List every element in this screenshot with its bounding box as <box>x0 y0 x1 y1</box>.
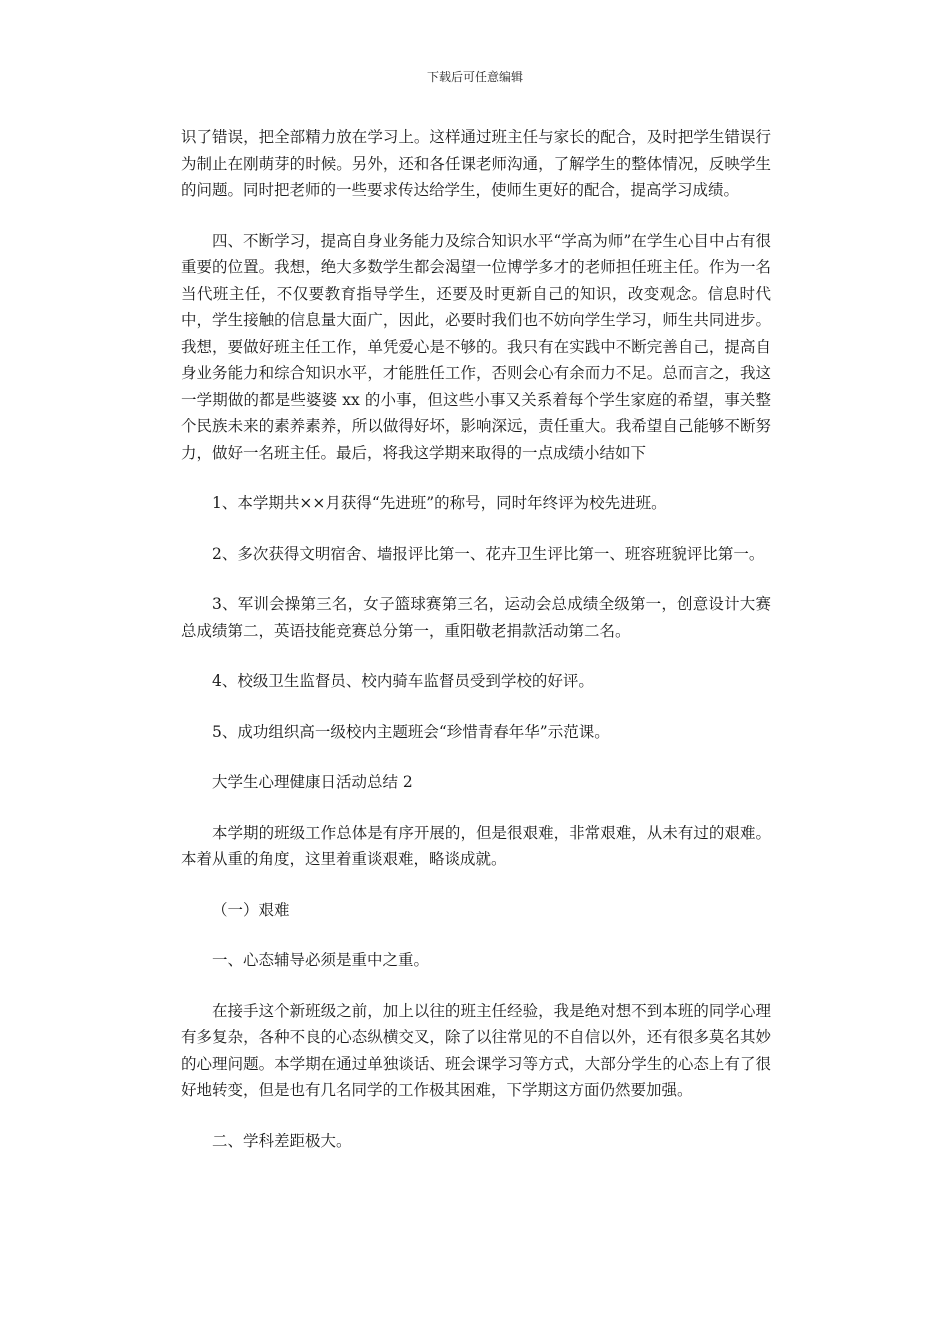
point-heading-2: 二、学科差距极大。 <box>212 1131 352 1150</box>
document-body <box>181 124 771 1154</box>
download-watermark: 下载后可任意编辑 <box>426 70 523 84</box>
list-item-achievement-2: 2、多次获得文明宿舍、墙报评比第一、花卉卫生评比第一、班容班貌评比第一。 <box>212 544 765 563</box>
paragraph-continued: 识了错误，把全部精力放在学习上。这样通过班主任与家长的配合，及时把学生错误行为制止在刚萌芽的时候。另外，还和各任课老师沟通，了解学生的整体情况，反映学生的问题。同时把老师的一些要求传达给学生，使师生更好的配合，提高学习成绩。 <box>181 128 771 199</box>
list-item-achievement-5: 5、成功组织高一级校内主题班会“珍惜青春年华”示范课。 <box>212 722 610 741</box>
section-title: 大学生心理健康日活动总结 2 <box>212 773 413 791</box>
point-heading-1: 一、心态辅导必须是重中之重。 <box>212 951 430 969</box>
paragraph-section-four: 四、不断学习，提高自身业务能力及综合知识水平“学高为师”在学生心目中占有很重要的位置。我想，绝大多数学生都会渴望一位博学多才的老师担任班主任。作为一名当代班主任，不仅要教育指导学生，还要及时更新自己的知识，改变观念。信息时代中，学生接触的信息量大面广，因此，必要时我们也不妨向学生学习，师生共同进步。我想，要做好班主任工作，单凭爱心是不够的。我只有在实践中不断完善自己，提高自身业务能力和综合知识水平，才能胜任工作，否则会心有余而力不足。总而言之，我这一学期做的都是些婆婆 xx 的小事，但这些小事又关系着每个学生家庭的希望，事关整个民族未来的素养素养，所以做得好坏，影响深远，责任重大。我希望自己能够不断努力，做好一名班主任。最后，将我这学期来取得的一点成绩小结如下 <box>181 231 771 462</box>
paragraph-intro: 本学期的班级工作总体是有序开展的，但是很艰难，非常艰难，从未有过的艰难。本着从重的角度，这里着重谈艰难，略谈成就。 <box>181 823 771 868</box>
subsection-heading-difficulties: （一）艰难 <box>212 900 290 919</box>
list-item-achievement-4: 4、校级卫生监督员、校内骑车监督员受到学校的好评。 <box>212 672 594 690</box>
list-item-achievement-1: 1、本学期共××月获得“先进班”的称号，同时年终评为校先进班。 <box>212 494 667 512</box>
list-item-achievement-3: 3、军训会操第三名，女子篮球赛第三名，运动会总成绩全级第一，创意设计大赛总成绩第二，英语技能竞赛总分第一，重阳敬老捐款活动第二名。 <box>181 595 771 640</box>
paragraph-mental-guidance: 在接手这个新班级之前，加上以往的班主任经验，我是绝对想不到本班的同学心理有多复杂，各种不良的心态纵横交叉，除了以往常见的不自信以外，还有很多莫名其妙的心理问题。本学期在通过单独谈话、班会课学习等方式，大部分学生的心态上有了很好地转变，但是也有几名同学的工作极其困难，下学期这方面仍然要加强。 <box>181 1001 771 1099</box>
